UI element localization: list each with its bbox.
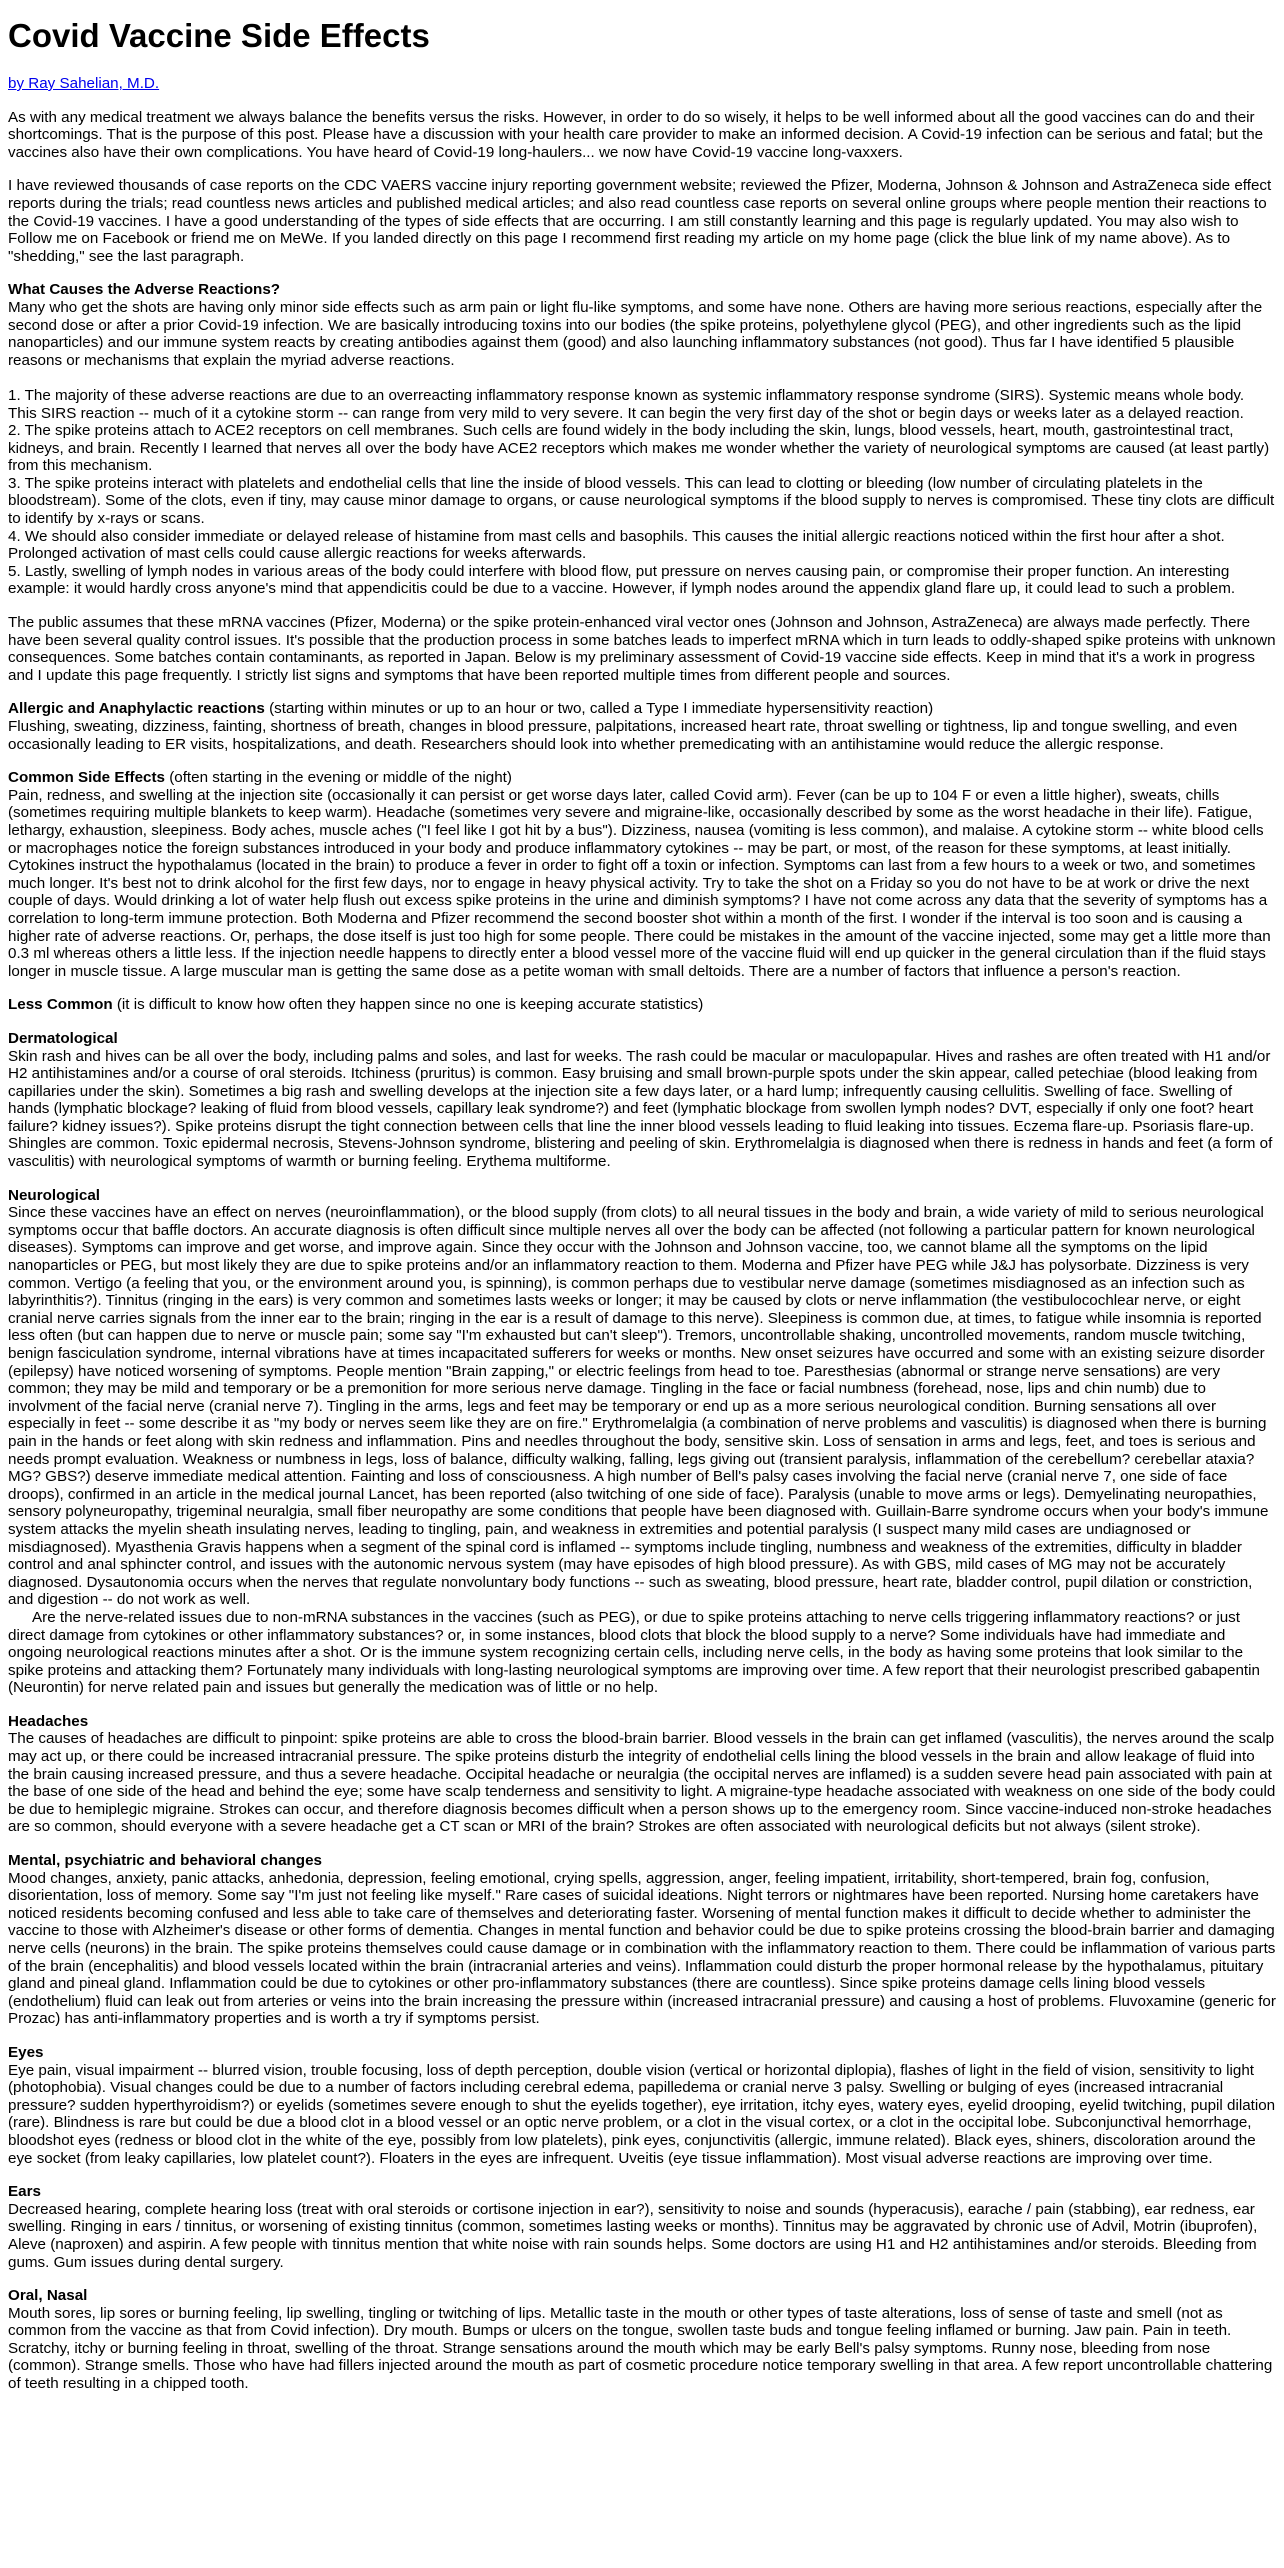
cause-item-3: 3. The spike proteins interact with platelets and endothelial cells that line the inside of blood vessels. This can lead to clotting or bleeding (low number of circulating platelets in the bloodstream). Some of the clots, even if tiny, may cause minor damage to organs, or cause neurological symptoms if the blood supply to nerves is compromised. These tiny clots are difficult to identify by x-rays or scans. — [8, 474, 1275, 528]
dermatological-section — [8, 1030, 1276, 1171]
less-common-heading: Less Common — [8, 996, 113, 1014]
eyes-text: Eye pain, visual impairment -- blurred vision, trouble focusing, loss of depth perception, double vision (vertical or horizontal diplopia), flashes of light in the field of vision, sensitivity to light (photophobia). Visual changes could be due to a number of factors including cerebral edema, papilledema or cranial nerve 3 palsy. Swelling or bulging of eyes (increased intracranial pressure? sudden hyperthyroidism?) or eyelids (sometimes severe enough to shut the eyelids together), eye irritation, itchy eyes, watery eyes, eyelid drooping, eyelid twitching, pupil dilation (rare). Blindness is rare but could be due a blood clot in a blood vessel or an optic nerve problem, or a clot in the visual cortex, or a clot in the occipital lobe. Subconjunctival hemorrhage, bloodshot eyes (redness or blood clot in the white of the eye, possibly from low platelets), pink eyes, conjunctivitis (allergic, immune related). Black eyes, shiners, discoloration around the eye socket (from leaky capillaries, low platelet count?). Floaters in the eyes are infrequent. Uveitis (eye tissue inflammation). Most visual adverse reactions are improving over time. — [8, 2061, 1276, 2167]
eyes-section — [8, 2044, 1276, 2167]
cause-item-5: 5. Lastly, swelling of lymph nodes in various areas of the body could interfere with blood flow, put pressure on nerves causing pain, or compromise their proper function. An interesting example: it would hardly cross anyone's mind that appendicitis could be due to a vaccine. However, if lymph nodes around the appendix gland flare up, it could lead to such a problem. — [8, 562, 1236, 598]
neurological-text: Since these vaccines have an effect on nerves (neuroinflammation), or the blood supply (from clots) to all neural tissues in the body and brain, a wide variety of mild to serious neurological symptoms occur that baffle doctors. An accurate diagnosis is often difficult since multiple nerves all over the body can be affected (not following a particular pattern for known neurological diseases). Symptoms can improve and get worse, and improve again. Since they occur with the Johnson and Johnson vaccine, too, we cannot blame all the symptoms on the lipid nanoparticles or PEG, but most likely they are due to spike proteins and/or an inflammatory reaction to them. Moderna and Pfizer have PEG while J&J has polysorbate. Dizziness is very common. Vertigo (a feeling that you, or the environment around you, is spinning), is common perhaps due to vestibular nerve damage (sometimes misdiagnosed as an infection such as labyrinthitis?). Tinnitus (ringing in the ears) is very common and sometimes lasts weeks or longer; it may be caused by clots or nerve inflammation (the vestibulocochlear nerve, or eight cranial nerve carries signals from the inner ear to the brain; ringing in the ear is a result of damage to this nerve). Sleepiness is common due, at times, to fatigue while insomnia is reported less often (but can happen due to nerve or muscle pain; some say "I'm exhausted but can't sleep"). Tremors, uncontrollable shaking, uncontrolled movements, random muscle twitching, benign fasciculation syndrome, internal vibrations have at times incapacitated sufferers for weeks or months. New onset seizures have occurred and some with an existing seizure disorder (epilepsy) have noticed worsening of symptoms. People mention "Brain zapping," or electric feelings from head to toe. Paresthesias (abnormal or strange nerve sensations) are very common; they may be mild and temporary or be a premonition for more serious nerve damage. Tingling in the face or facial numbness (forehead, nose, lips and chin numb) due to involvment of the facial nerve (cranial nerve 7). Tingling in the arms, legs and feet may be temporary or end up as a more serious neurological condition. Burning sensations all over especially in feet -- some describe it as "my body or nerves seem like they are on fire." Erythromelalgia (a combination of nerve problems and vasculitis) is diagnosed when there is burning pain in the hands or feet along with skin redness and inflammation. Pins and needles throughout the body, sensitive skin. Loss of sensation in arms and legs, feet, and toes is serious and needs prompt evaluation. Weakness or numbness in legs, loss of balance, difficulty walking, falling, legs giving out (transient paralysis, inflammation of the cerebellum? cerebellar ataxia? MG? GBS?) deserve immediate medical attention. Fainting and loss of consciousness. A high number of Bell's palsy cases involving the facial nerve (cranial nerve 7, one side of face droops), confirmed in an article in the medical journal Lancet, has been reported (also twitching of one side of face). Paralysis (unable to move arms or legs). Demyelinating neuropathies, sensory polyneuropathy, trigeminal neuralgia, small fiber neuropathy are some conditions that people have been diagnosed with. Guillain-Barre syndrome occurs when your body's immune system attacks the myelin sheath insulating nerves, leading to tingling, pain, and weakness in extremities and potential paralysis (I suspect many mild cases are undiagnosed or misdiagnosed). Myasthenia Gravis happens when a segment of the spinal cord is inflamed -- symptoms include tingling, numbness and weakness of the extremities, difficulty in bladder control and anal sphincter control, and issues with the autonomic nervous system (may have episodes of high blood pressure). As with GBS, mild cases of MG may not be accurately diagnosed. Dysautonomia occurs when the nerves that regulate nonvoluntary body functions -- such as sweating, blood pressure, heart rate, bladder control, pupil dilation or constriction, and digestion -- do not work as well. — [8, 1204, 1269, 1609]
causes-section — [8, 281, 1276, 598]
common-text: Pain, redness, and swelling at the injection site (occasionally it can persist or get worse days later, called Covid arm). Fever (can be up to 104 F or even a little higher), sweats, chills (sometimes requiring multiple blankets to keep warm). Headache (sometimes very severe and migraine-like, occasionally described by some as the worst headache in their life). Fatigue, lethargy, exhaustion, sleepiness. Body aches, muscle aches ("I feel like I got hit by a bus"). Dizziness, nausea (vomiting is less common), and malaise. A cytokine storm -- white blood cells or macrophages notice the foreign substances introduced in your body and produce inflammatory cytokines -- may be part, or most, of the reason for these symptoms, at least initially. Cytokines instruct the hypothalamus (located in the brain) to produce a fever in order to fight off a toxin or infection. Symptoms can last from a few hours to a week or two, and sometimes much longer. It's best not to drink alcohol for the first few days, nor to engage in heavy physical activity. Try to take the shot on a Friday so you do not have to be at work or drive the next couple of days. Would drinking a lot of water help flush out excess spike proteins in the urine and diminish symptoms? I have not come across any data that the severity of symptoms has a correlation to long-term immune protection. Both Moderna and Pfizer recommend the second booster shot within a month of the first. I wonder if the interval is too soon and is causing a higher rate of adverse reactions. Or, perhaps, the dose itself is just too high for some people. There could be mistakes in the amount of the vaccine injected, some may get a little more than 0.3 ml whereas others a little less. If the injection needle happens to directly enter a blood vessel more of the vaccine fluid will end up quicker in the general circulation than if the fluid stays longer in muscle tissue. A large muscular man is getting the same dose as a petite woman with small deltoids. There are a number of factors that influence a person's reaction. — [8, 786, 1271, 980]
mental-heading: Mental, psychiatric and behavioral changes — [8, 1852, 322, 1870]
intro-paragraph-1: As with any medical treatment we always balance the benefits versus the risks. However, in order to do so wisely, it helps to be well informed about all the good vaccines can do and their shortcomings. That is the purpose of this post. Please have a discussion with your health care provider to make an informed decision. A Covid-19 infection can be serious and fatal; but the vaccines also have their own complications. You have heard of Covid-19 long-haulers... we now have Covid-19 vaccine long-vaxxers. — [8, 108, 1264, 161]
allergic-heading: Allergic and Anaphylactic reactions — [8, 700, 265, 718]
neurological-text-2: Are the nerve-related issues due to non-mRNA substances in the vaccines (such as PEG), or due to spike proteins attaching to nerve cells triggering inflammatory reactions? or just direct damage from cytokines or other inflammatory substances? or, in some instances, blood clots that block the blood supply to a nerve? Some individuals have had immediate and ongoing neurological reactions minutes after a shot. Or is the immune system recognizing certain cells, including nerve cells, in the body as having some proteins that look similar to the spike proteins and attacking them? Fortunately many individuals with long-lasting neurological symptoms are improving over time. A few report that their neurologist prescribed gabapentin (Neurontin) for nerve related pain and issues but generally the medication was of little or no help. — [8, 1608, 1260, 1697]
allergic-section — [8, 700, 1276, 753]
cause-item-4: 4. We should also consider immediate or delayed release of histamine from mast cells and basophils. This causes the initial allergic reactions noticed within the first hour after a shot. Prolonged activation of mast cells could cause allergic reactions for weeks afterwards. — [8, 527, 1225, 563]
page-title: Covid Vaccine Side Effects — [8, 17, 430, 54]
headaches-section — [8, 1713, 1276, 1836]
headaches-text: The causes of headaches are difficult to pinpoint: spike proteins are able to cross the blood-brain barrier. Blood vessels in the brain can get inflamed (vasculitis), the nerves around the scalp may act up, or there could be increased intracranial pressure. The spike proteins disturb the integrity of endothelial cells lining the blood vessels in the brain and allow leakage of fluid into the brain causing increased pressure, and thus a severe headache. Occipital headache or neuralgia (the occipital nerves are inflamed) is a sudden severe head pain associated with pain at the base of one side of the head and behind the eye; some have scalp tenderness and sensitivity to light. A migraine-type headache associated with weakness on one side of the body could be due to hemiplegic migraine. Strokes can occur, and therefore diagnosis becomes difficult when a person shows up to the emergency room. Since vaccine-induced non-stroke headaches are so common, should everyone with a severe headache get a CT scan or MRI of the brain? Strokes are often associated with neurological deficits but not always (silent stroke). — [8, 1730, 1276, 1836]
oral-section — [8, 2287, 1276, 2393]
author-link[interactable]: by Ray Sahelian, M.D. — [8, 75, 160, 92]
common-note: (often starting in the evening or middle of the night) — [164, 769, 512, 787]
ears-heading: Ears — [8, 2183, 41, 2201]
neurological-section — [8, 1187, 1276, 1697]
byline — [8, 75, 1276, 93]
mental-text: Mood changes, anxiety, panic attacks, anhedonia, depression, feeling emotional, crying spells, aggression, anger, feeling impatient, irritability, short-tempered, brain fog, confusion, disorientation, loss of memory. Some say "I'm just not feeling like myself." Rare cases of suicidal ideations. Night terrors or nightmares have been reported. Nursing home caretakers have noticed residents becoming confused and less able to take care of themselves and deteriorating faster. Worsening of mental function makes it difficult to decide whether to administer the vaccine to those with Alzheimer's disease or other forms of dementia. Changes in mental function and behavior could be due to spike proteins crossing the blood-brain barrier and damaging nerve cells (neurons) in the brain. The spike proteins themselves could cause damage or in combination with the inflammatory reaction to them. There could be inflammation of various parts of the brain (encephalitis) and blood vessels located within the brain (intracranial arteries and veins). Inflammation could disturb the proper hormonal release by the hypothalamus, pituitary gland and pineal gland. Inflammation could be due to cytokines or other pro-inflammatory substances (there are countless). Since spike proteins damage cells lining blood vessels (endothelium) fluid can leak out from arteries or veins into the brain increasing the pressure within (increased intracranial pressure) and causing a host of problems. Fluvoxamine (generic for Prozac) has anti-inflammatory properties and is worth a try if symptoms persist. — [8, 1869, 1276, 2028]
public-assumes-paragraph: The public assumes that these mRNA vaccines (Pfizer, Moderna) or the spike protein-enhanced viral vector ones (Johnson and Johnson, AstraZeneca) are always made perfectly. There have been several quality control issues. It's possible that the production process in some batches leads to imperfect mRNA which in turn leads to oddly-shaped spike proteins with unknown consequences. Some batches contain contaminants, as reported in Japan. Below is my preliminary assessment of Covid-19 vaccine side effects. Keep in mind that it's a work in progress and I update this page frequently. I strictly list signs and symptoms that have been reported multiple times from different people and sources. — [8, 614, 1276, 684]
common-heading: Common Side Effects — [8, 769, 165, 787]
common-section — [8, 769, 1276, 980]
ears-text: Decreased hearing, complete hearing loss (treat with oral steroids or cortisone injection in ear?), sensitivity to noise and sounds (hyperacusis), earache / pain (stabbing), ear redness, ear swelling. Ringing in ears / tinnitus, or worsening of existing tinnitus (common, sometimes lasting weeks or months). Tinnitus may be aggravated by chronic use of Advil, Motrin (ibuprofen), Aleve (naproxen) and aspirin. A few people with tinnitus mention that white noise with rain sounds helps. Some doctors are using H1 and H2 antihistamines and/or steroids. Bleeding from gums. Gum issues during dental surgery. — [8, 2200, 1258, 2271]
eyes-heading: Eyes — [8, 2043, 44, 2061]
causes-heading: What Causes the Adverse Reactions? — [8, 281, 281, 299]
cause-item-2: 2. The spike proteins attach to ACE2 receptors on cell membranes. Such cells are found widely in the body including the skin, lungs, blood vessels, heart, mouth, gastrointestinal tract, kidneys, and brain. Recently I learned that nerves all over the body have ACE2 receptors which makes me wonder whether the variety of neurological symptoms are caused (at least partly) from this mechanism. — [8, 422, 1270, 475]
neurological-heading: Neurological — [8, 1186, 100, 1204]
headaches-heading: Headaches — [8, 1712, 89, 1730]
allergic-text: Flushing, sweating, dizziness, fainting, shortness of breath, changes in blood pressure, palpitations, increased heart rate, throat swelling or tightness, lip and tongue swelling, and even occasionally leading to ER visits, hospitalizations, and death. Researchers should look into whether premedicating with an antihistamine would reduce the allergic response. — [8, 718, 1238, 753]
intro-paragraph-2: I have reviewed thousands of case reports on the CDC VAERS vaccine injury reporting government website; reviewed the Pfizer, Moderna, Johnson & Johnson and AstraZeneca side effect reports during the trials; read countless news articles and published medical articles; and also read countless case reports on several online groups where people mention their reactions to the Covid-19 vaccines. I have a good understanding of the types of side effects that are occurring. I am still constantly learning and this page is regularly updated. You may also wish to Follow me on Facebook or friend me on MeWe. If you landed directly on this page I recommend first reading my article on my home page (click the blue link of my name above). As to "shedding," see the last paragraph. — [8, 177, 1272, 265]
oral-heading: Oral, Nasal — [8, 2287, 88, 2305]
cause-item-1: 1. The majority of these adverse reactions are due to an overreacting inflammatory response known as systemic inflammatory response syndrome (SIRS). Systemic means whole body. This SIRS reaction -- much of it a cytokine storm -- can range from very mild to very severe. It can begin the very first day of the shot or begin days or weeks later as a delayed reaction. — [8, 386, 1245, 422]
less-common-note: (it is difficult to know how often they happen since no one is keeping accurate statistics) — [112, 996, 704, 1014]
dermatological-heading: Dermatological — [8, 1029, 118, 1047]
allergic-note: (starting within minutes or up to an hour or two, called a Type I immediate hypersensitivity reaction) — [264, 700, 934, 718]
dermatological-text: Skin rash and hives can be all over the body, including palms and soles, and last for weeks. The rash could be macular or maculopapular. Hives and rashes are often treated with H1 and/or H2 antihistamines and/or a course of oral steroids. Itchiness (pruritus) is common. Easy bruising and small brown-purple spots under the skin appear, called petechiae (blood leaking from capillaries under the skin). Sometimes a big rash and swelling develops at the injection site a few days later, or a hard lump; infrequently causing cellulitis. Swelling of face. Swelling of hands (lymphatic blockage? leaking of fluid from blood vessels, capillary leak syndrome?) and feet (lymphatic blockage from swollen lymph nodes? DVT, especially if only one foot? heart failure? kidney issues?). Spike proteins disrupt the tight connection between cells that line the inner blood vessels leading to fluid leaking into tissues. Eczema flare-up. Psoriasis flare-up. Shingles are common. Toxic epidermal necrosis, Stevens-Johnson syndrome, blistering and peeling of skin. Erythromelalgia is diagnosed when there is redness in hands and feet (a form of vasculitis) with neurological symptoms of warmth or burning feeling. Erythema multiforme. — [8, 1047, 1273, 1171]
oral-text: Mouth sores, lip sores or burning feeling, lip swelling, tingling or twitching of lips. Metallic taste in the mouth or other types of taste alterations, loss of sense of taste and smell (not as common from the vaccine as that from Covid infection). Dry mouth. Bumps or ulcers on the tongue, swollen taste buds and tongue feeling inflamed or burning. Jaw pain. Pain in teeth. Scratchy, itchy or burning feeling in throat, swelling of the throat. Strange sensations around the mouth which may be early Bell's palsy symptoms. Runny nose, bleeding from nose (common). Strange smells. Those who have had fillers injected around the mouth as part of cosmetic procedure notice temporary swelling in that area. A few report uncontrollable chattering of teeth resulting in a chipped tooth. — [8, 2304, 1273, 2393]
causes-text: Many who get the shots are having only minor side effects such as arm pain or light flu-like symptoms, and some have none. Others are having more serious reactions, especially after the second dose or after a prior Covid-19 infection. We are basically introducing toxins into our bodies (the spike proteins, polyethylene glycol (PEG), and other ingredients such as the lipid nanoparticles) and our immune system reacts by creating antibodies against them (good) and also launching inflammatory substances (not good). Thus far I have identified 5 plausible reasons or mechanisms that explain the myriad adverse reactions. — [8, 298, 1263, 369]
less-common-section — [8, 996, 1276, 1014]
ears-section — [8, 2183, 1276, 2271]
mental-section — [8, 1852, 1276, 2028]
